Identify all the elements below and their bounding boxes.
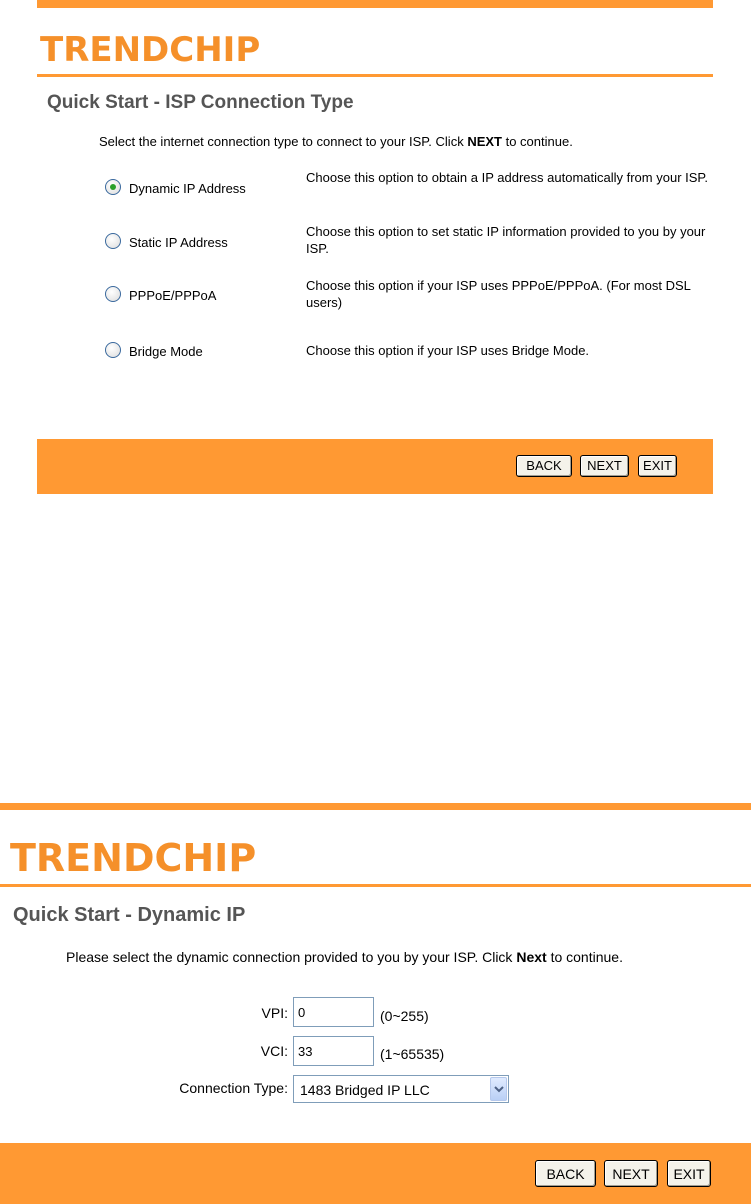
radio-dynamic-ip[interactable] (105, 179, 121, 195)
chevron-down-icon[interactable] (490, 1077, 507, 1101)
connection-type-select[interactable] (293, 1075, 509, 1103)
option-bridge-mode[interactable] (105, 342, 285, 360)
option-label-pppoe: PPPoE/PPPoA (129, 288, 217, 303)
panel1-logo: TRENDCHIP (40, 30, 261, 70)
panel2-intro-text (66, 949, 623, 965)
radio-static-ip[interactable] (105, 233, 121, 249)
panel1-top-bar (37, 0, 713, 8)
panel2-intro-pre: Please select the dynamic connection provided to you by your ISP. Click (66, 949, 517, 965)
vpi-input[interactable] (293, 997, 374, 1027)
radio-pppoe[interactable] (105, 286, 121, 302)
option-desc-bridge-mode: Choose this option if your ISP uses Bridge Mode. (306, 343, 590, 358)
option-pppoe[interactable] (105, 286, 285, 304)
option-static-ip[interactable] (105, 233, 285, 251)
vci-label: VCI: (260, 1043, 288, 1059)
vpi-range: (0~255) (380, 1008, 429, 1024)
panel2-intro-bold: Next (516, 949, 547, 965)
vci-input[interactable] (293, 1036, 374, 1066)
panel2-exit-button[interactable]: EXIT (667, 1160, 711, 1187)
connection-type-value: 1483 Bridged IP LLC (300, 1082, 430, 1098)
panel1-intro-post: to continue. (501, 134, 573, 149)
panel1-intro-pre: Select the internet connection type to connect to your ISP. Click (99, 134, 468, 149)
vpi-label: VPI: (261, 1005, 288, 1021)
panel2-logo: TRENDCHIP (10, 836, 257, 880)
panel1-back-button[interactable]: BACK (516, 455, 572, 477)
panel2-header-rule (0, 884, 751, 887)
panel1-intro-text (99, 133, 573, 150)
panel2-next-button[interactable]: NEXT (604, 1160, 658, 1187)
panel2-page-title: Quick Start - Dynamic IP (13, 904, 246, 926)
option-dynamic-ip[interactable] (105, 179, 285, 197)
option-label-bridge-mode: Bridge Mode (129, 344, 203, 359)
option-desc-static-ip: Choose this option to set static IP information provided to you by your ISP. (306, 224, 706, 256)
option-desc-dynamic-ip: Choose this option to obtain a IP address automatically from your ISP. (306, 170, 709, 185)
connection-type-label: Connection Type: (179, 1080, 288, 1096)
panel2-back-button[interactable]: BACK (535, 1160, 596, 1187)
radio-bridge-mode[interactable] (105, 342, 121, 358)
panel1-header-rule (37, 74, 713, 77)
option-label-dynamic-ip: Dynamic IP Address (129, 181, 246, 196)
panel2-intro-post: to continue. (546, 949, 623, 965)
panel1-exit-button[interactable]: EXIT (638, 455, 677, 477)
option-label-static-ip: Static IP Address (129, 235, 228, 250)
panel1-page-title: Quick Start - ISP Connection Type (47, 92, 354, 113)
option-desc-pppoe: Choose this option if your ISP uses PPPoE/PPPoA. (For most DSL users) (306, 278, 691, 310)
panel2-top-bar (0, 803, 751, 810)
panel1-intro-bold: NEXT (467, 134, 502, 149)
vci-range: (1~65535) (380, 1046, 445, 1062)
panel1-next-button[interactable]: NEXT (580, 455, 629, 477)
radio-selected-dot (110, 184, 116, 190)
